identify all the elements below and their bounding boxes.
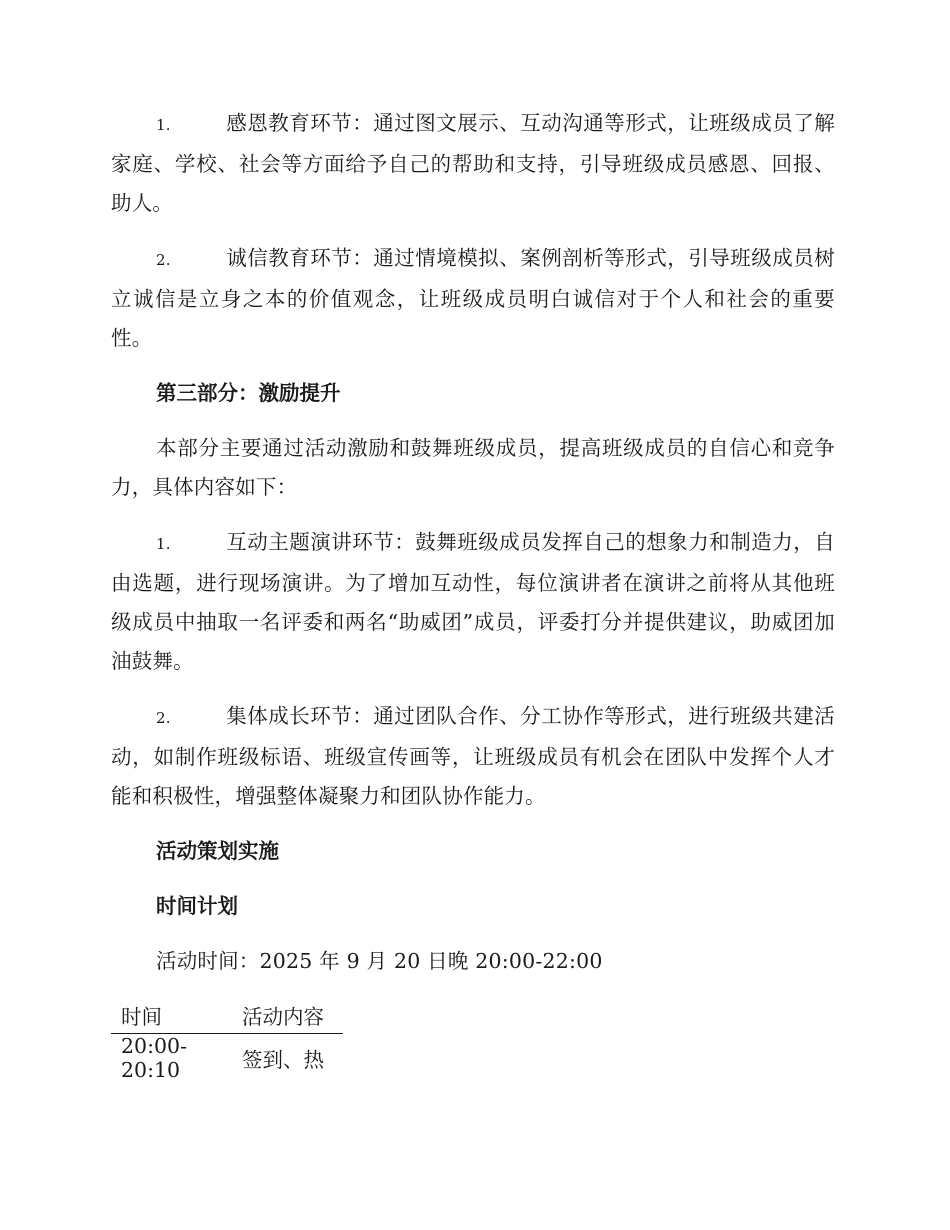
table-row [111, 1034, 343, 1083]
table-header-content: 活动内容 [242, 1005, 324, 1029]
activity-time-line: 活动时间：2025 年 9 月 20 日晚 20:00-22:00 [156, 949, 603, 973]
table-cell-content: 签到、热 [242, 1048, 324, 1072]
list-item-gratitude [111, 104, 835, 223]
list-number: 2. [156, 709, 171, 727]
list-number: 1. [156, 116, 171, 134]
table-cell-time: 20:00-20:10 [121, 1034, 188, 1082]
list-item-text: 互动主题演讲环节：鼓舞班级成员发挥自己的想象力和制造力，自由选题，进行现场演讲。为了增加互动性，每位演讲者在演讲之前将从其他班级成员中抽取一名评委和两名“助威团”成员，评委打分并提供建议，助威团加油鼓舞。 [111, 530, 835, 673]
list-number: 2. [156, 251, 171, 269]
table-header-time: 时间 [121, 1005, 162, 1029]
list-number: 1. [156, 535, 171, 553]
list-item-team-growth [111, 697, 835, 816]
part3-intro: 本部分主要通过活动激励和鼓舞班级成员，提高班级成员的自信心和竞争力，具体内容如下： [111, 436, 835, 499]
section-heading-part3: 第三部分：激励提升 [156, 381, 341, 405]
schedule-table [111, 997, 343, 1082]
list-item-speech [111, 523, 835, 681]
list-item-text: 诚信教育环节：通过情境模拟、案例剖析等形式，引导班级成员树立诚信是立身之本的价值观念，让班级成员明白诚信对于个人和社会的重要性。 [111, 246, 835, 350]
list-item-integrity [111, 239, 835, 358]
section-heading-time-plan: 时间计划 [156, 894, 238, 918]
section-heading-implementation: 活动策划实施 [156, 839, 279, 863]
list-item-text: 集体成长环节：通过团队合作、分工协作等形式，进行班级共建活动，如制作班级标语、班级宣传画等，让班级成员有机会在团队中发挥个人才能和积极性，增强整体凝聚力和团队协作能力。 [111, 704, 835, 808]
table-header-row [111, 997, 343, 1034]
document-body [111, 104, 835, 1082]
list-item-text: 感恩教育环节：通过图文展示、互动沟通等形式，让班级成员了解家庭、学校、社会等方面给予自己的帮助和支持，引导班级成员感恩、回报、助人。 [111, 111, 835, 215]
